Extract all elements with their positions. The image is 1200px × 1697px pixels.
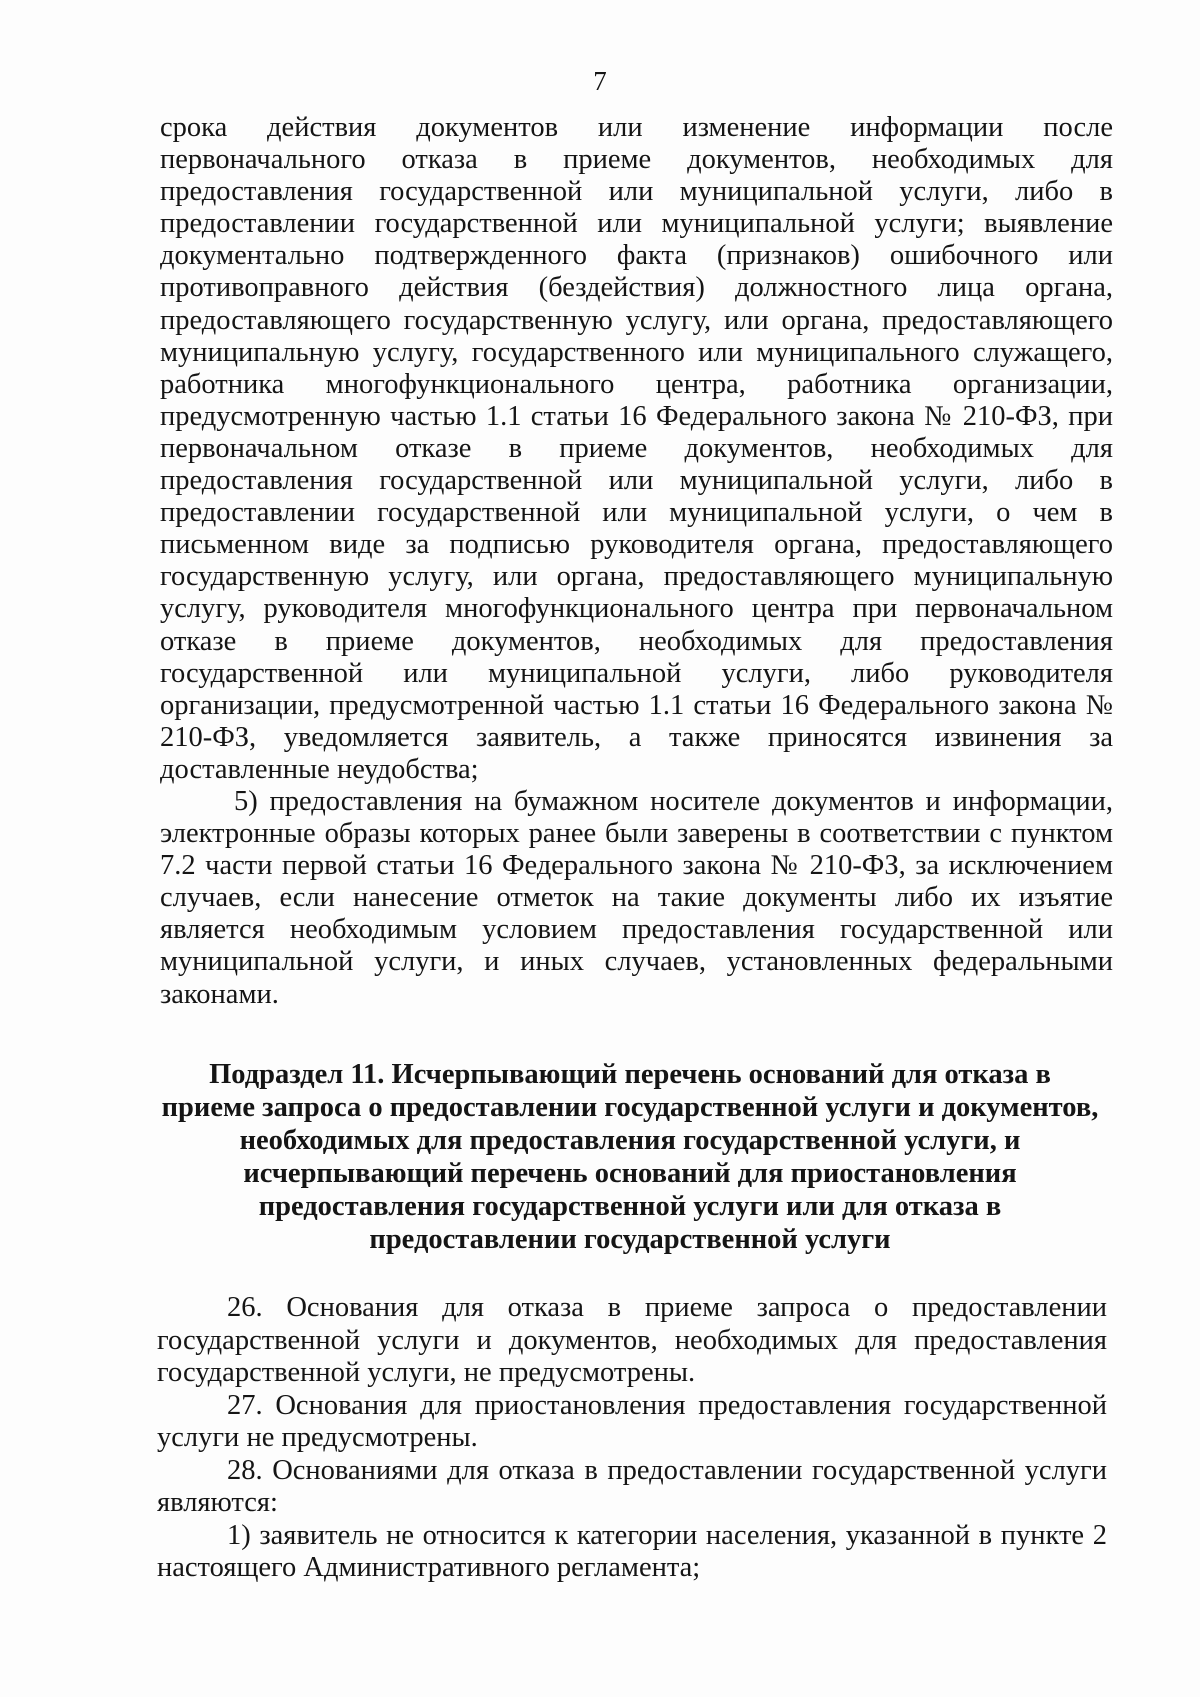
body-text <box>160 112 1113 1011</box>
section-heading-line: исчерпывающий перечень оснований для приостановления <box>243 1158 1017 1189</box>
section-heading-line: приеме запроса о предоставлении государственной услуги и документов, <box>161 1092 1099 1123</box>
list-item-5: 5) предоставления на бумажном носителе документов и информации, электронные образы которых ранее были заверены в соответствии с пунктом 7.2 части первой статьи 16 Федерального закона № 210-ФЗ, за исключением случаев, если нанесение отметок на такие документы либо их изъятие является необходимым условием предоставления государственной или муниципальной услуги, и иных случаев, установленных федеральными законами. <box>160 785 1113 1010</box>
lower-text <box>157 1292 1107 1585</box>
continuation-paragraph: срока действия документов или изменение информации после первоначального отказа в приеме документов, необходимых для предоставления государственной или муниципальной услуги, либо в предоставлении государственной или муниципальной услуги; выявление документально подтвержденного факта (признаков) ошибочного или противоправного действия (бездействия) должностного лица органа, предоставляющего государственную услугу, или органа, предоставляющего муниципальную услугу, государственного или муниципального служащего, работника многофункционального центра, работника организации, предусмотренную частью 1.1 статьи 16 Федерального закона № 210-ФЗ, при первоначальном отказе в приеме документов, необходимых для предоставления государственной или муниципальной услуги, либо в предоставлении государственной или муниципальной услуги, о чем в письменном виде за подписью руководителя органа, предоставляющего государственную услугу, или органа, предоставляющего муниципальную услугу, руководителя многофункционального центра при первоначальном отказе в приеме документов, необходимых для предоставления государственной или муниципальной услуги, либо руководителя организации, предусмотренной частью 1.1 статьи 16 Федерального закона № 210-ФЗ, уведомляется заявитель, а также приносятся извинения за доставленные неудобства; <box>160 112 1113 785</box>
paragraph-28: 28. Основаниями для отказа в предоставлении государственной услуги являются: <box>157 1454 1107 1518</box>
section-heading-line: Подраздел 11. Исчерпывающий перечень оснований для отказа в <box>209 1059 1051 1090</box>
section-heading-line: необходимых для предоставления государственной услуги, и <box>239 1125 1021 1156</box>
paragraph-28-item-1: 1) заявитель не относится к категории населения, указанной в пункте 2 настоящего Административного регламента; <box>157 1519 1107 1583</box>
section-heading <box>150 1058 1110 1256</box>
page-number: 7 <box>593 66 607 96</box>
section-heading-line: предоставления государственной услуги или для отказа в <box>258 1191 1002 1222</box>
section-heading-line: предоставлении государственной услуги <box>369 1224 891 1255</box>
paragraph-27: 27. Основания для приостановления предоставления государственной услуги не предусмотрены. <box>157 1389 1107 1453</box>
paragraph-26: 26. Основания для отказа в приеме запроса о предоставлении государственной услуги и документов, необходимых для предоставления государственной услуги, не предусмотрены. <box>157 1292 1107 1388</box>
